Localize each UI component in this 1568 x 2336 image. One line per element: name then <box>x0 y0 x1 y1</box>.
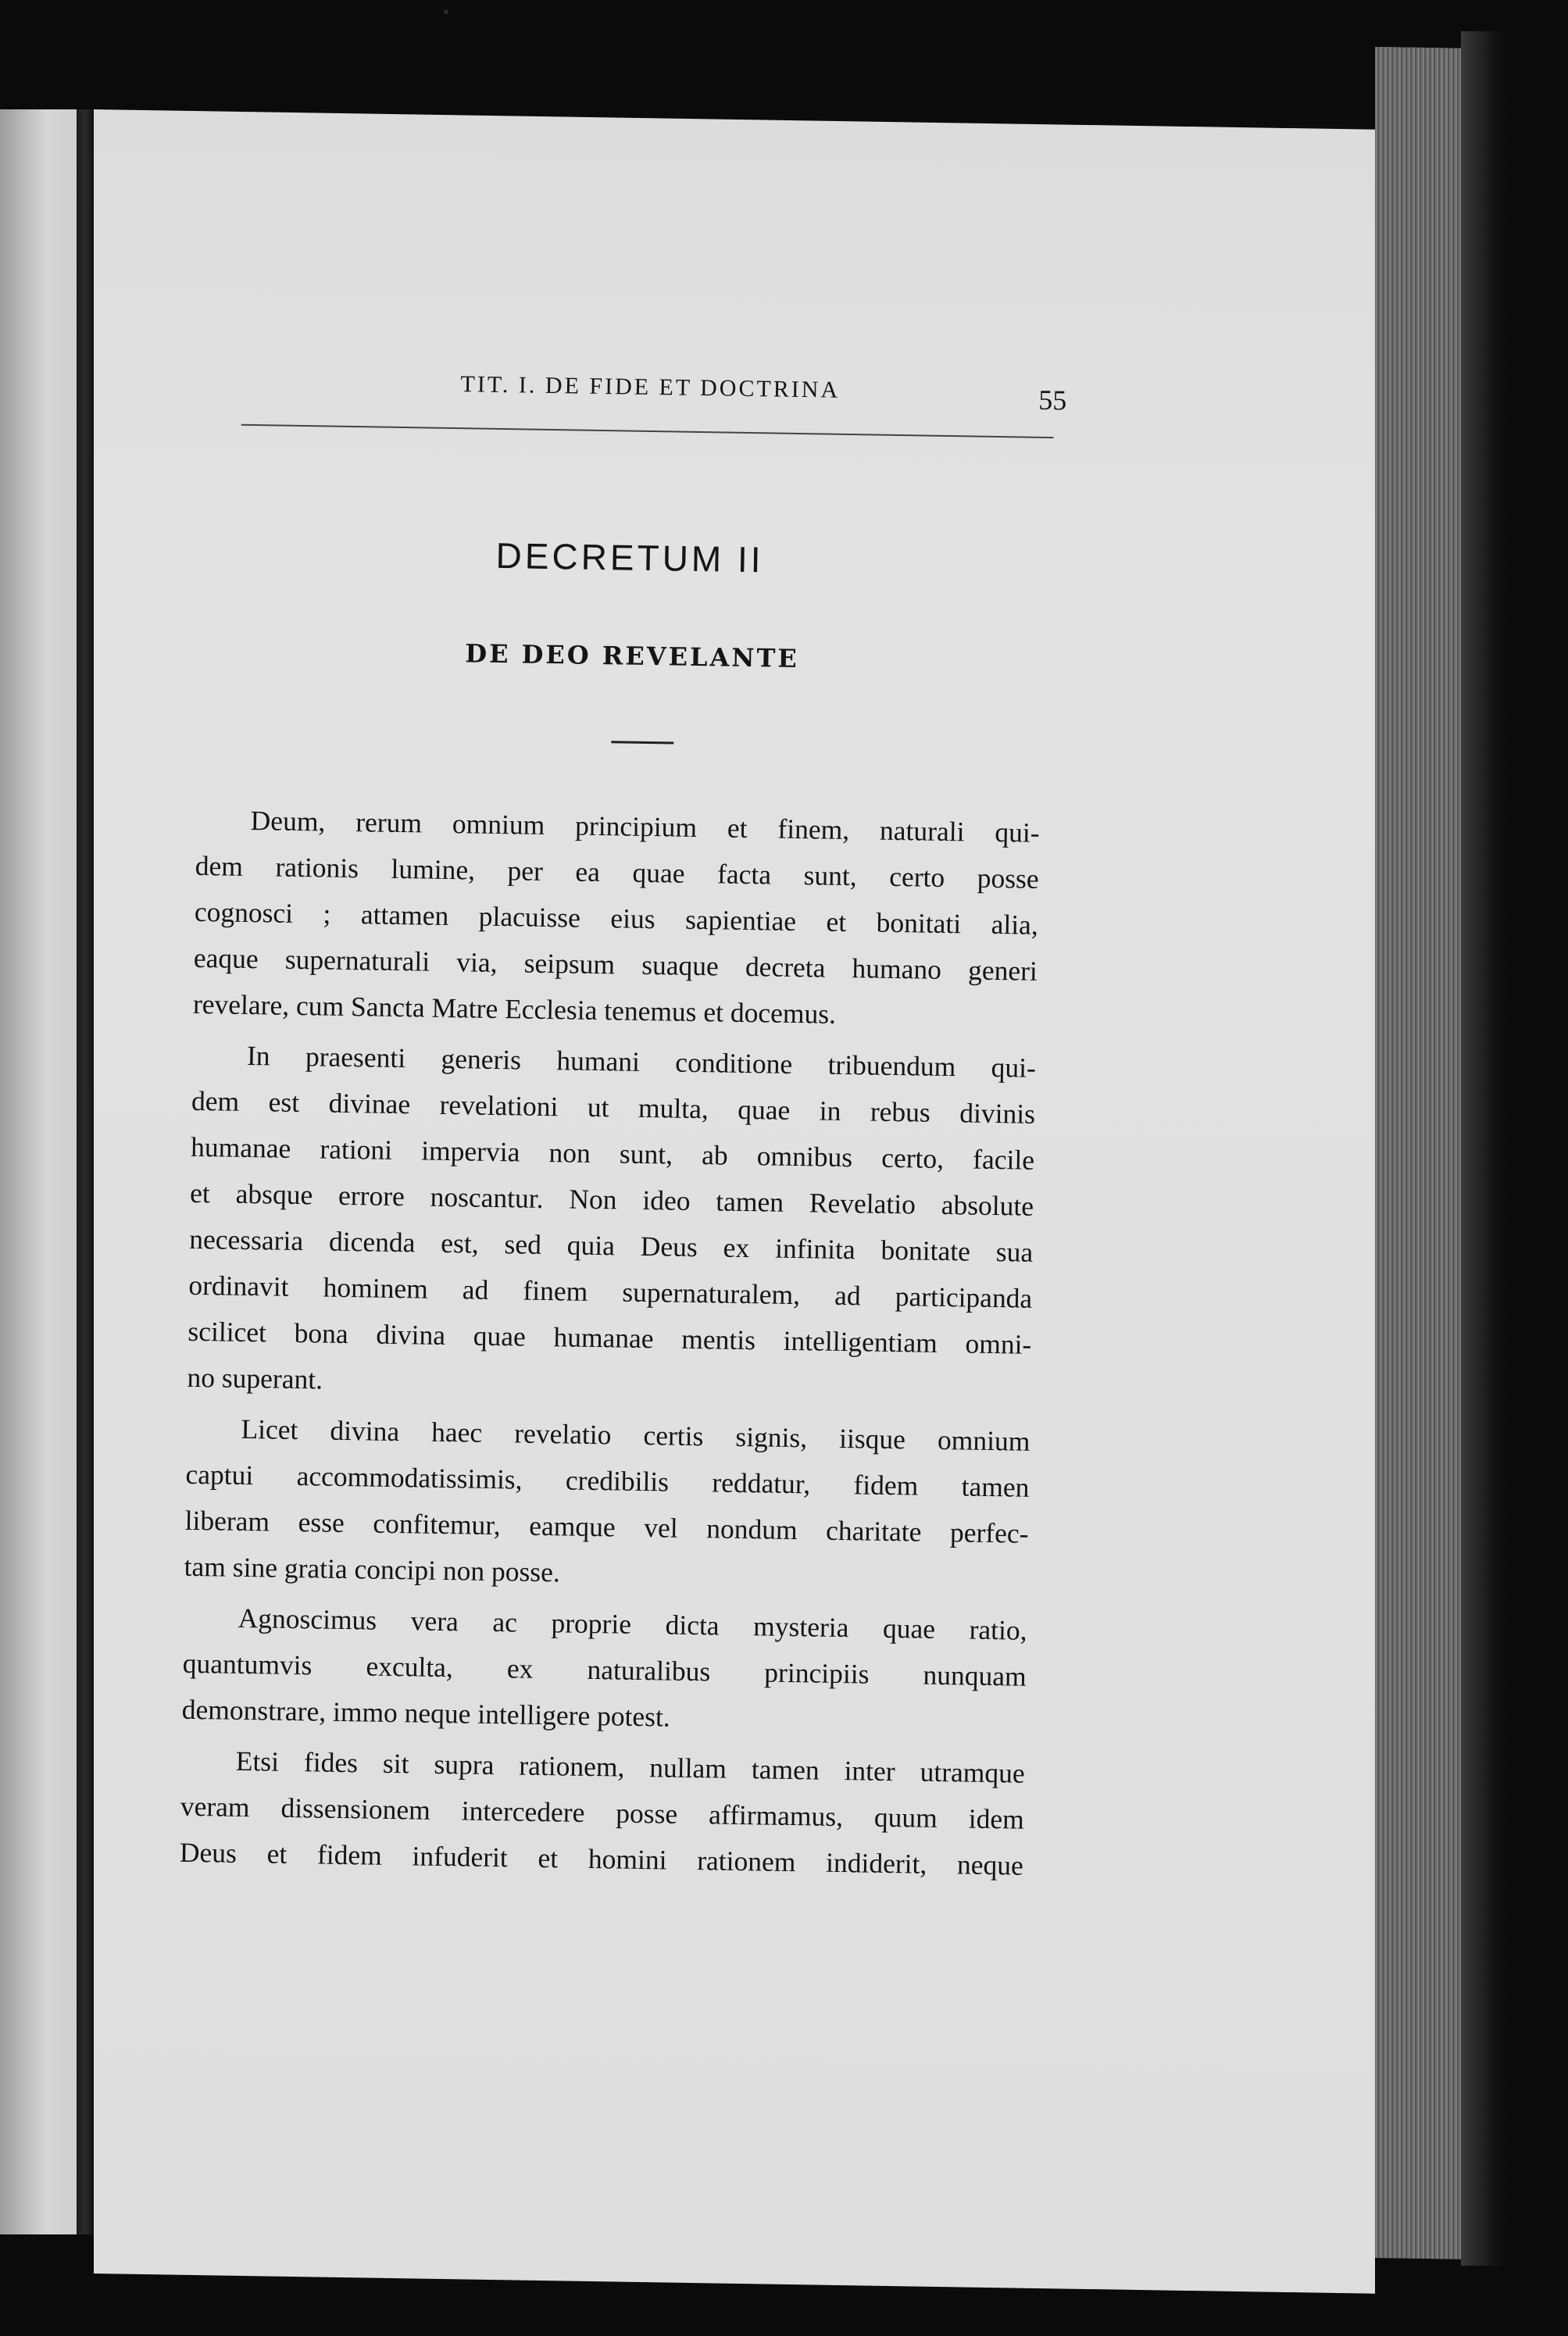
text-line: ordinavit hominem ad finem supernaturalem, ad participanda <box>188 1269 1033 1314</box>
text-line: et absque errore noscantur. Non ideo tamen Revelatio absolute <box>189 1177 1034 1222</box>
book-edge-shadow <box>1461 31 1508 2266</box>
decree-title: DECRETUM II <box>495 534 764 580</box>
text-line: tam sine gratia concipi non posse. <box>184 1550 561 1588</box>
text-line: veram dissensionem intercedere posse affirmamus, quum idem <box>180 1790 1025 1835</box>
scan-speck <box>444 9 448 14</box>
text-line: demonstrare, immo neque intelligere potest. <box>181 1693 671 1733</box>
text-line: necessaria dicenda est, sed quia Deus ex infinita bonitate sua <box>188 1223 1034 1268</box>
page-number: 55 <box>1038 384 1067 416</box>
facing-page-edge <box>0 109 77 2234</box>
text-line: dem est divinae revelationi ut multa, quae in rebus divinis <box>191 1084 1036 1130</box>
text-line: dem rationis lumine, per ea quae facta sunt, certo posse <box>195 849 1040 895</box>
text-line: Agnoscimus vera ac proprie dicta mysteria quae ratio, <box>238 1602 1027 1646</box>
text-line: captui accommodatissimis, credibilis reddatur, fidem tamen <box>185 1458 1030 1503</box>
text-line: revelare, cum Sancta Matre Ecclesia tenemus et docemus. <box>192 988 837 1030</box>
decree-subtitle: DE DEO REVELANTE <box>465 638 800 674</box>
body-text <box>179 797 1040 1894</box>
text-line: Licet divina haec revelatio certis signis, iisque omnium <box>241 1413 1030 1457</box>
book-gutter <box>77 109 94 2234</box>
text-line: quantumvis exculta, ex naturalibus principiis nunquam <box>182 1647 1027 1692</box>
paragraph <box>184 1406 1030 1603</box>
text-line: cognosci ; attamen placuisse eius sapientiae et bonitati alia, <box>194 895 1039 941</box>
running-head-title: TIT. I. DE FIDE ET DOCTRINA <box>460 371 841 403</box>
paragraph <box>180 1738 1026 1889</box>
paragraph <box>187 1032 1036 1414</box>
text-line: liberam esse confitemur, eamque vel nondum charitate perfec- <box>184 1504 1029 1549</box>
text-line: Deum, rerum omnium principium et finem, naturali qui- <box>250 805 1040 848</box>
text-line: eaque supernaturali via, seipsum suaque decreta humano generi <box>193 941 1038 987</box>
book-fore-edge <box>1375 47 1469 2259</box>
text-line: humanae rationi impervia non sunt, ab omnibus certo, facile <box>190 1130 1035 1176</box>
text-line: In praesenti generis humani conditione tribuendum qui- <box>246 1039 1037 1084</box>
text-line: Deus et fidem infuderit et homini rationem indiderit, neque <box>179 1836 1024 1881</box>
text-line: scilicet bona divina quae humanae mentis intelligentiam omni- <box>188 1315 1032 1360</box>
text-line: Etsi fides sit supra rationem, nullam tamen inter utramque <box>235 1745 1026 1789</box>
paragraph <box>193 797 1041 1041</box>
text-line: no superant. <box>187 1361 323 1395</box>
paragraph <box>181 1595 1027 1746</box>
